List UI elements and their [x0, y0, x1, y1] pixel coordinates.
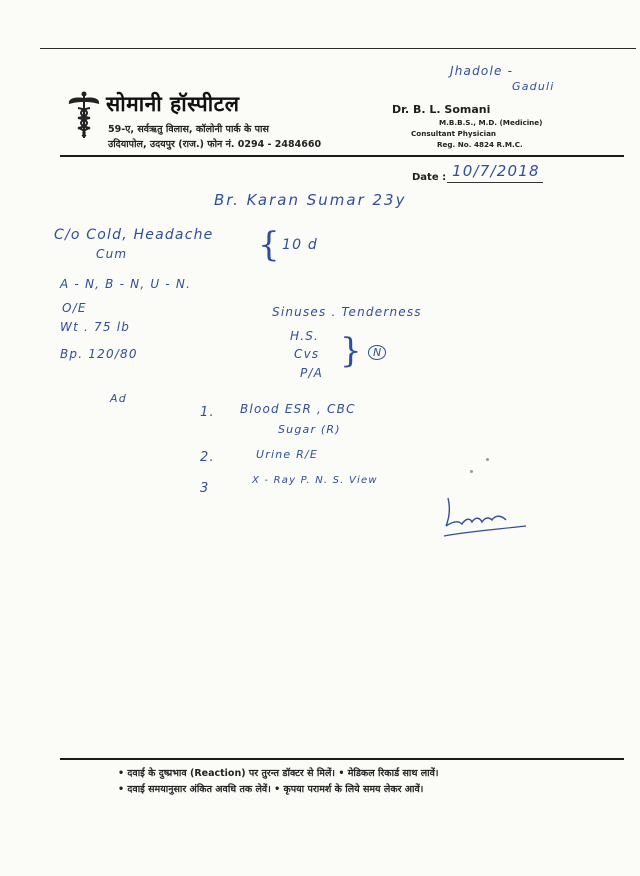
handwritten-pa: P/A	[300, 366, 324, 380]
handwritten-date: 10/7/2018	[452, 162, 540, 180]
footer-divider	[60, 758, 624, 760]
brace-mark: {	[258, 225, 280, 265]
handwritten-item2-number: 2.	[200, 450, 215, 465]
handwritten-place-2: Gaduli	[512, 80, 555, 93]
handwritten-item3-number: 3	[200, 481, 210, 496]
footer-note-2: • दवाई समयानुसार अंकित अवधि तक लेवें। • कृपया परामर्श के लिये समय लेकर आवें।	[118, 784, 424, 795]
doctor-qualification: M.B.B.S., M.D. (Medicine)	[439, 118, 543, 127]
handwritten-place-1: Jhadole -	[450, 64, 514, 78]
handwritten-bp: Bp. 120/80	[60, 347, 138, 361]
caduceus-icon	[66, 90, 102, 140]
handwritten-history: A - N, B - N, U - N.	[60, 277, 192, 291]
doctor-name: Dr. B. L. Somani	[392, 103, 491, 116]
handwritten-item1-number: 1.	[200, 405, 215, 420]
handwritten-item3: X - Ray P. N. S. View	[252, 475, 378, 486]
handwritten-sinuses: Sinuses . Tenderness	[272, 305, 422, 319]
handwritten-oe: O/E	[62, 301, 87, 315]
handwritten-normal: N	[368, 345, 386, 360]
doctor-designation: Consultant Physician	[411, 129, 497, 138]
handwritten-item2: Urine R/E	[256, 448, 318, 461]
hospital-address-line1: 59-ए, सर्वऋतु विलास, कॉलोनी पार्क के पास	[108, 124, 269, 135]
handwritten-advice: Ad	[110, 392, 127, 405]
handwritten-patient: Br. Karan Sumar 23y	[214, 191, 407, 209]
handwritten-cvs: Cvs	[294, 347, 320, 361]
footer-note-1: • दवाई के दुष्प्रभाव (Reaction) पर तुरन्त डॉक्टर से मिलें। • मेडिकल रिकार्ड साथ लावें।	[118, 768, 439, 779]
doctor-registration: Reg. No. 4824 R.M.C.	[437, 140, 523, 149]
handwritten-weight: Wt . 75 lb	[60, 320, 131, 334]
top-border	[40, 48, 636, 49]
speck-mark	[470, 470, 473, 473]
doctor-signature-icon	[440, 492, 530, 542]
speck-mark	[486, 458, 489, 461]
handwritten-complaint-2: Cum	[96, 247, 128, 261]
handwritten-item1b: Sugar (R)	[278, 423, 341, 436]
handwritten-complaint-1: C/o Cold, Headache	[54, 227, 214, 243]
date-underline	[447, 182, 543, 183]
handwritten-hs: H.S.	[290, 329, 320, 343]
brace-mark-2: }	[340, 331, 362, 371]
hospital-name: सोमानी हॉस्पीटल	[106, 92, 240, 116]
date-label: Date :	[412, 172, 447, 183]
handwritten-duration: 10 d	[282, 237, 318, 253]
handwritten-item1: Blood ESR , CBC	[240, 402, 356, 416]
hospital-address-line2: उदियापोल, उदयपुर (राज.) फोन नं. 0294 - 2484660	[108, 139, 322, 150]
header-divider	[60, 155, 624, 157]
